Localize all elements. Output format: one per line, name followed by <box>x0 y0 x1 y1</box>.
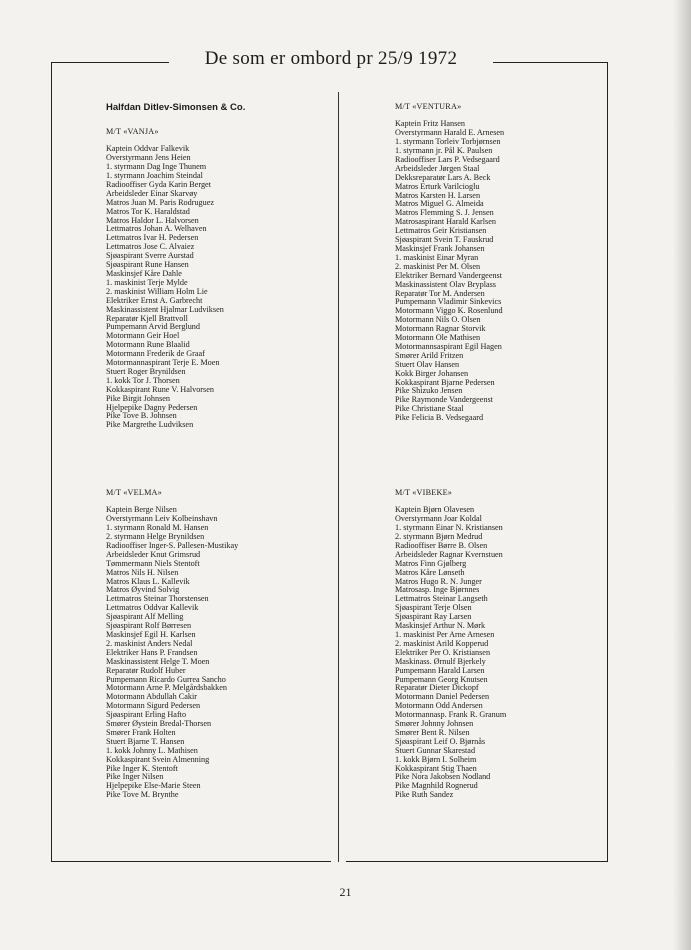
crew-member: Arbeidsleder Ragnar Kvernstuen <box>395 549 503 559</box>
crew-member: Kokkaspirant Svein Almenning <box>106 754 210 764</box>
crew-member: 1. styrmann Joachim Steindal <box>106 171 203 181</box>
crew-member: Motormann Daniel Pedersen <box>395 692 490 702</box>
crew-member: Smører Johnny Johnsen <box>395 719 474 729</box>
crew-member: Matros Finn Gjølberg <box>395 558 467 568</box>
ship-section-ventura <box>395 103 504 423</box>
crew-member: Motormann Ragnar Storvik <box>395 324 486 334</box>
crew-member: Matros Juan M. Paris Rodruguez <box>106 197 215 207</box>
crew-member: Kokkaspirant Rune V. Halvorsen <box>106 384 214 394</box>
crew-member: Motormann Frederik de Graaf <box>106 349 205 359</box>
crew-member: Kokkaspirant Stig Thaen <box>395 763 477 773</box>
crew-member: Sjøaspirant Rune Hansen <box>106 260 189 270</box>
crew-member: Matros Nils H. Nilsen <box>106 567 179 577</box>
crew-member: Overstyrmann Harald E. Arnesen <box>395 128 505 138</box>
ship-heading: M/T «VANJA» <box>106 127 159 136</box>
scan-edge-shadow <box>673 0 691 950</box>
crew-member: 1. maskinist Terje Mylde <box>106 277 188 287</box>
frame-right <box>607 62 608 862</box>
crew-member: Motormannsaspirant Egil Hagen <box>395 341 502 351</box>
crew-member: Sjøaspirant Leif O. Bjørnås <box>395 736 486 746</box>
crew-member: Reparatør Rudolf Huber <box>106 665 186 675</box>
crew-member: Matros Kåre Lønseth <box>395 567 465 577</box>
crew-member: Hjelpepike Else-Marie Steen <box>106 781 201 791</box>
ship-section-velma <box>106 489 238 800</box>
crew-member: Lettmatros Geir Kristiansen <box>395 226 487 236</box>
crew-member: Lettmatros Steinar Langseth <box>395 594 488 604</box>
crew-member: Motormann Sigurd Pedersen <box>106 701 201 711</box>
frame-top-left <box>51 62 169 63</box>
crew-member: Pike Margrethe Ludviksen <box>106 420 194 430</box>
crew-member: Stuert Roger Brynildsen <box>106 366 186 376</box>
crew-member: Pumpemann Georg Knutsen <box>395 674 488 684</box>
company-name: Halfdan Ditlev-Simonsen & Co. <box>106 102 246 113</box>
crew-member: Motormann Odd Andersen <box>395 701 483 711</box>
crew-member: Pike Tove M. Brynthe <box>106 790 179 800</box>
crew-member: Elektriker Bernard Vandergeenst <box>395 270 503 280</box>
crew-member: Motormann Viggo K. Rosenlund <box>395 306 503 316</box>
crew-member: 1. styrmann Einar N. Kristiansen <box>395 523 503 533</box>
crew-member: Maskinsjef Arthur N. Mørk <box>395 621 486 631</box>
crew-member: Sjøaspirant Alf Melling <box>106 612 184 622</box>
crew-member: Matros Erturk Varilcioglu <box>395 181 480 191</box>
crew-member: Elektriker Per O. Kristiansen <box>395 647 491 657</box>
crew-member: Sjøaspirant Terje Olsen <box>395 603 472 613</box>
crew-member: 2. styrmann Bjørn Medrud <box>395 532 483 542</box>
ship-section-vibeke <box>395 489 506 800</box>
frame-bottom-left <box>51 861 331 862</box>
crew-member: 1. maskinist Einar Myran <box>395 252 479 262</box>
crew-member: 2. maskinist Arild Kopperud <box>395 638 489 648</box>
ship-heading: M/T «VELMA» <box>106 488 162 497</box>
crew-member: Motormann Ole Mathisen <box>395 333 481 343</box>
crew-member: Matros Haldor L. Halvorsen <box>106 215 199 225</box>
crew-member: Matrosaspirant Harald Karlsen <box>395 217 496 227</box>
crew-member: Pumpemann Ricardo Gurrea Sancho <box>106 674 226 684</box>
crew-member: 1. maskinist Per Arne Arnesen <box>395 629 495 639</box>
crew-member: Lettmatros Oddvar Kallevik <box>106 603 199 613</box>
crew-member: Arbeidsleder Einar Skarvøy <box>106 188 198 198</box>
crew-member: Tømmermann Niels Stentoft <box>106 558 200 568</box>
crew-member: 2. styrmann Helge Brynildsen <box>106 532 205 542</box>
crew-member: Pike Felicia B. Vedsegaard <box>395 413 484 423</box>
crew-member: Pike Inger Nilsen <box>106 772 164 782</box>
page-title: De som er ombord pr 25/9 1972 <box>204 48 458 69</box>
crew-member: Hjelpepike Dagny Pedersen <box>106 402 198 412</box>
ship-heading: M/T «VENTURA» <box>395 102 462 111</box>
crew-list <box>395 120 504 423</box>
crew-member: Maskinsjef Egil H. Karlsen <box>106 629 196 639</box>
crew-member: 2. maskinist Anders Nedal <box>106 638 193 648</box>
crew-member: Stuert Bjarne T. Hansen <box>106 736 185 746</box>
crew-member: Smører Frank Holten <box>106 727 176 737</box>
crew-member: Motormannaspirant Terje E. Moen <box>106 358 220 368</box>
crew-member: Arbeidsleder Knut Grimsrud <box>106 549 201 559</box>
crew-member: Motormann Abdullah Cakir <box>106 692 197 702</box>
crew-member: Kaptein Oddvar Falkevik <box>106 144 190 154</box>
frame-top-right <box>493 62 608 63</box>
crew-member: Pike Birgit Johnsen <box>106 393 170 403</box>
frame-bottom-right <box>346 861 608 862</box>
crew-member: Dekksreparatør Lars A. Beck <box>395 172 491 182</box>
crew-member: Motormann Arne P. Melgårdsbakken <box>106 683 227 693</box>
crew-member: Pike Nora Jakobsen Nodland <box>395 772 491 782</box>
crew-member: Reparatør Dieter Dickopf <box>395 683 479 693</box>
crew-member: Stuert Gunnar Skarestad <box>395 745 476 755</box>
crew-member: Radiooffiser Lars P. Vedsegaard <box>395 154 500 164</box>
crew-member: Maskinassistent Helge T. Moen <box>106 656 210 666</box>
crew-list <box>106 145 224 430</box>
crew-member: 1. kokk Bjørn I. Solheim <box>395 754 477 764</box>
crew-member: Matros Tor K. Haraldstad <box>106 206 190 216</box>
crew-member: Motormann Nils O. Olsen <box>395 315 481 325</box>
crew-member: 2. maskinist William Holm Lie <box>106 286 208 296</box>
crew-member: Kaptein Fritz Hansen <box>395 119 466 129</box>
crew-member: Overstyrmann Jens Heien <box>106 153 191 163</box>
crew-member: Maskinassistent Olav Bryplass <box>395 279 496 289</box>
crew-member: Motormann Geir Hoel <box>106 331 180 341</box>
column-divider <box>338 92 339 862</box>
crew-member: Reparatør Kjell Brattvoll <box>106 313 188 323</box>
crew-member: Maskinsjef Frank Johansen <box>395 243 485 253</box>
crew-member: Lettmatros Jose C. Alvaiez <box>106 242 195 252</box>
crew-member: Elektriker Hans P. Frandsen <box>106 647 198 657</box>
crew-member: Pumpemann Arvid Berglund <box>106 322 200 332</box>
crew-member: Sjøaspirant Erling Hafto <box>106 710 187 720</box>
crew-member: Radiooffiser Børre B. Olsen <box>395 540 488 550</box>
crew-member: Pumpemann Harald Larsen <box>395 665 485 675</box>
crew-member: Pike Ruth Sandez <box>395 790 454 800</box>
frame-left <box>51 62 52 862</box>
page-number: 21 <box>339 885 352 899</box>
crew-member: Maskinass. Ørnulf Bjerkely <box>395 656 486 666</box>
crew-member: Matros Karsten H. Larsen <box>395 190 481 200</box>
crew-member: Overstyrmann Leiv Kolbeinshavn <box>106 514 218 524</box>
crew-member: Motormann Rune Blaalid <box>106 340 190 350</box>
ship-section-vanja <box>106 128 224 430</box>
crew-list <box>106 506 238 800</box>
crew-member: 2. maskinist Per M. Olsen <box>395 261 481 271</box>
crew-member: Arbeidsleder Jørgen Staal <box>395 163 480 173</box>
crew-member: Smører Arild Fritzen <box>395 350 464 360</box>
crew-member: Smører Øystein Bredal-Thorsen <box>106 719 212 729</box>
crew-member: Radiooffiser Inger-S. Pallesen-Mustikay <box>106 540 239 550</box>
crew-member: Matros Klaus L. Kallevik <box>106 576 190 586</box>
ship-heading: M/T «VIBEKE» <box>395 488 453 497</box>
crew-member: Sjøaspirant Rolf Børresen <box>106 621 192 631</box>
crew-member: Maskinsjef Kåre Dahle <box>106 268 182 278</box>
crew-member: Sjøaspirant Ray Larsen <box>395 612 472 622</box>
crew-member: Matros Hugo R. N. Junger <box>395 576 482 586</box>
crew-member: 1. styrmann Dag Inge Thunem <box>106 162 207 172</box>
crew-list <box>395 506 506 800</box>
crew-member: Pumpemann Vladimir Sinkevics <box>395 297 502 307</box>
crew-member: Pike Shizuko Jensen <box>395 386 463 396</box>
crew-member: 1. styrmann Torleiv Torbjørnsen <box>395 137 501 147</box>
crew-member: Overstyrmann Joar Koldal <box>395 514 482 524</box>
crew-member: Reparatør Tor M. Andersen <box>395 288 485 298</box>
crew-member: Matros Øyvind Solvig <box>106 585 180 595</box>
crew-member: Lettmatros Johan A. Welhaven <box>106 224 207 234</box>
crew-member: Radiooffiser Gyda Karin Berget <box>106 179 211 189</box>
crew-member: Lettmatros Ivar H. Pedersen <box>106 233 199 243</box>
crew-member: Sjøaspirant Sverre Aurstad <box>106 251 194 261</box>
crew-member: Kaptein Berge Nilsen <box>106 505 177 515</box>
crew-member: Motormannasp. Frank R. Granum <box>395 710 507 720</box>
crew-member: Pike Raymonde Vandergeenst <box>395 395 493 405</box>
crew-member: Stuert Olav Hansen <box>395 359 460 369</box>
crew-member: Kokkaspirant Bjarne Pedersen <box>395 377 495 387</box>
crew-member: Smører Bent R. Nilsen <box>395 727 470 737</box>
crew-member: Pike Magnhild Rognerud <box>395 781 478 791</box>
crew-member: Elektriker Ernst A. Garbrecht <box>106 295 203 305</box>
crew-member: Matros Miguel G. Almeida <box>395 199 484 209</box>
crew-member: Pike Christiane Staal <box>395 404 464 414</box>
crew-member: Sjøaspirant Svein T. Fauskrud <box>395 235 494 245</box>
crew-member: 1. kokk Tor J. Thorsen <box>106 375 180 385</box>
crew-member: Pike Inger K. Stentoft <box>106 763 178 773</box>
crew-member: Pike Tove B. Johnsen <box>106 411 177 421</box>
crew-member: Kaptein Bjørn Olavesen <box>395 505 475 515</box>
crew-member: Matrosasp. Inge Bjørnnes <box>395 585 480 595</box>
crew-member: 1. styrmann jr. Pål K. Paulsen <box>395 146 493 156</box>
crew-member: Maskinassistent Hjalmar Ludviksen <box>106 304 224 314</box>
crew-member: 1. styrmann Ronald M. Hansen <box>106 523 209 533</box>
crew-member: Lettmatros Steinar Thorstensen <box>106 594 209 604</box>
crew-member: Kokk Birger Johansen <box>395 368 469 378</box>
crew-member: 1. kokk Johnny L. Mathisen <box>106 745 198 755</box>
crew-member: Matros Flemming S. J. Jensen <box>395 208 494 218</box>
